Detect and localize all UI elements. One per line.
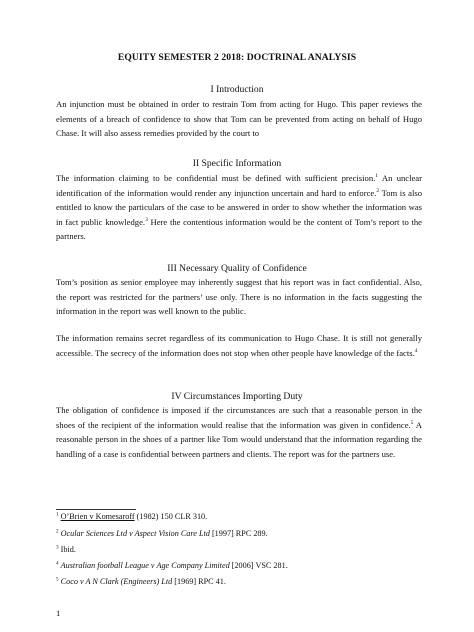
footnote-ref[interactable]: 2 <box>376 187 380 194</box>
footnote-citation: [1969] RPC 41. <box>172 577 226 586</box>
footnote-number: 4 <box>56 560 59 567</box>
footnote-2 <box>56 529 268 539</box>
footnote-ref[interactable]: 3 <box>145 216 148 223</box>
footnote-1 <box>56 512 207 522</box>
footnote-case-name: O’Brien v Komesaroff <box>60 512 135 521</box>
footnote-4 <box>56 561 288 571</box>
paragraph-text: Tom’s position as senior employee may inherently suggest that his report was in fact confidential. Also, the report was restricted for the partners’ use only. There is no information in the facts suggesting the information in the report was well known to the public. <box>56 277 422 317</box>
paragraph-text: An injunction must be obtained in order to restrain Tom from acting for Hugo. This paper reviews the elements of a breach of confidence to show that Tom can be prevented from acting on behalf of Hugo Chase. It will also assess remedies provided by the court to <box>56 99 422 139</box>
paragraph-quality-1 <box>56 275 422 319</box>
footnote-number: 2 <box>56 528 59 535</box>
paragraph-quality-2 <box>56 331 422 360</box>
paragraph-text: A reasonable person in the shoes of a partner like Tom would understand that the information regarding the handling of a case is confidential between partners and clients. The report was for the partners use. <box>56 419 422 459</box>
paragraph-specific-information <box>56 171 422 244</box>
footnote-3 <box>56 545 76 555</box>
footnote-ref[interactable]: 1 <box>375 173 379 180</box>
heading-specific-information: II Specific Information <box>192 158 282 169</box>
footnote-number: 3 <box>56 544 59 551</box>
footnote-case-name: Ocular Sciences Ltd v Aspect Vision Care Ltd <box>60 529 210 538</box>
footnote-separator <box>56 509 136 510</box>
footnote-number: 1 <box>56 511 59 518</box>
footnote-citation: [2006] VSC 281. <box>229 561 288 570</box>
paragraph-text: An unclear identification of the information would render any injunction uncertain and hard to enforce. <box>56 173 422 198</box>
footnote-ref[interactable]: 4 <box>414 347 418 354</box>
page-number: 1 <box>56 608 61 618</box>
paragraph-text: Here the contentious information would be the content of Tom’s report to the partners. <box>56 216 423 242</box>
paragraph-text: The information claiming to be confidential must be defined with sufficient precision. <box>56 173 376 183</box>
paragraph-text: Tom is also entitled to know the particulars of the case to be answered in order to show whether the information was in fact public knowledge. <box>56 187 423 227</box>
footnote-case-name: Coco v A N Clark (Engineers) Ltd <box>60 577 173 586</box>
heading-quality-of-confidence: III Necessary Quality of Confidence <box>167 263 307 274</box>
heading-circumstances-duty: IV Circumstances Importing Duty <box>171 391 303 402</box>
paragraph-text: The obligation of confidence is imposed if the circumstances are such that a reasonable person in the shoes of the recipient of the information would realise that the information was given in confidence. <box>56 405 422 430</box>
paragraph-circumstances-duty <box>56 403 422 461</box>
footnote-case-name: Australian football League v Age Company Limited <box>60 561 230 570</box>
footnote-citation: Ibid. <box>60 545 76 554</box>
footnote-number: 5 <box>56 576 59 583</box>
footnote-citation: (1982) 150 CLR 310. <box>134 512 208 521</box>
footnote-ref[interactable]: 5 <box>410 419 414 426</box>
document-title: EQUITY SEMESTER 2 2018: DOCTRINAL ANALYSIS <box>117 52 357 63</box>
footnote-5 <box>56 577 226 587</box>
footnote-citation: [1997] RPC 289. <box>209 529 268 538</box>
paragraph-introduction <box>56 97 422 141</box>
heading-introduction: I Introduction <box>210 84 264 95</box>
paragraph-text: The information remains secret regardless of its communication to Hugo Chase. It is still not generally accessible. The secrecy of the information does not stop when other people have knowledge of the facts. <box>56 333 422 358</box>
